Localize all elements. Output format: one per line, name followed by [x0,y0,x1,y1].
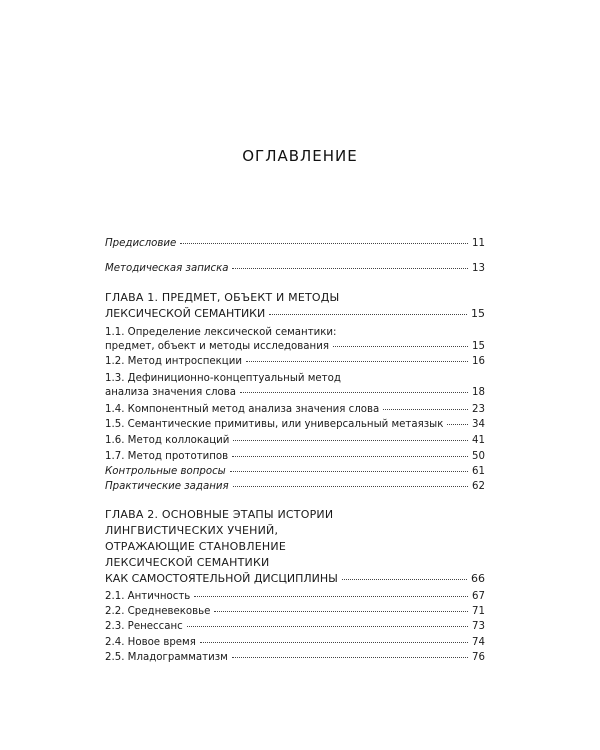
toc-entry-title: 1.4. Компонентный метод анализа значения слова [105,404,380,415]
toc-entry-page: 71 [472,606,485,617]
toc-entry-1-3-line[interactable]: 1.3. Дефиниционно-концептуальный метод [105,373,341,384]
toc-entry-title: 2.3. Ренессанс [105,621,183,632]
toc-entry-page: 41 [472,435,485,446]
dot-leader [240,392,468,393]
toc-entry-title: 2.4. Новое время [105,637,196,648]
dot-leader [232,657,468,658]
toc-entry-1-5[interactable] [105,418,485,431]
toc-entry-practical-tasks[interactable] [105,480,485,493]
toc-entry-page: 23 [472,404,485,415]
dot-leader [447,424,468,425]
toc-entry-2-4[interactable] [105,636,485,649]
toc-entry-page: 11 [472,238,485,249]
toc-entry-title: 2.5. Младограмматизм [105,652,228,663]
toc-entry-1-3[interactable] [105,386,485,399]
toc-entry-page: 74 [472,637,485,648]
toc-entry-title: Предисловие [105,238,177,249]
dot-leader [383,409,468,410]
chapter-2-title-line[interactable]: ЛЕКСИЧЕСКОЙ СЕМАНТИКИ [105,556,270,569]
chapter-2-title-line[interactable]: ЛИНГВИСТИЧЕСКИХ УЧЕНИЙ, [105,524,279,537]
dot-leader [180,243,468,244]
toc-entry-title: КАК САМОСТОЯТЕЛЬНОЙ ДИСЦИПЛИНЫ [105,572,338,585]
toc-entry-page: 15 [471,307,485,320]
toc-entry-title: Контрольные вопросы [105,466,226,477]
dot-leader [200,642,468,643]
dot-leader [233,440,468,441]
toc-entry-title: 2.2. Средневековье [105,606,211,617]
dot-leader [194,596,468,597]
toc-entry-title: 1.2. Метод интроспекции [105,356,242,367]
toc-entry-2-5[interactable] [105,651,485,664]
toc-entry-page: 50 [472,451,485,462]
toc-entry-page: 13 [472,263,485,274]
toc-entry-title: предмет, объект и методы исследования [105,341,329,352]
dot-leader [187,626,468,627]
toc-entry-title: 2.1. Античность [105,591,191,602]
chapter-1-title[interactable] [105,307,485,320]
chapter-2-title-line[interactable]: ГЛАВА 2. ОСНОВНЫЕ ЭТАПЫ ИСТОРИИ [105,508,334,521]
toc-entry-title: ЛЕКСИЧЕСКОЙ СЕМАНТИКИ [105,307,266,320]
toc-entry-1-6[interactable] [105,434,485,447]
toc-entry-2-1[interactable] [105,590,485,603]
toc-entry-page: 61 [472,466,485,477]
chapter-2-title-line[interactable]: ОТРАЖАЮЩИЕ СТАНОВЛЕНИЕ [105,540,286,553]
dot-leader [333,346,468,347]
toc-entry-page: 16 [472,356,485,367]
toc-entry-page: 62 [472,481,485,492]
toc-entry-page: 15 [472,341,485,352]
page-title: ОГЛАВЛЕНИЕ [242,147,358,165]
toc-entry-2-2[interactable] [105,605,485,618]
toc-entry-title: 1.5. Семантические примитивы, или универсальный метаязык [105,419,444,430]
toc-entry-1-1-line[interactable]: 1.1. Определение лексической семантики: [105,327,337,338]
toc-entry-methodical-note[interactable] [105,262,485,275]
toc-entry-title: 1.6. Метод коллокаций [105,435,230,446]
toc-entry-page: 34 [472,419,485,430]
toc-entry-1-4[interactable] [105,403,485,416]
dot-leader [233,486,468,487]
dot-leader [342,579,467,580]
toc-entry-page: 67 [472,591,485,602]
toc-entry-review-questions[interactable] [105,465,485,478]
dot-leader [246,361,468,362]
toc-entry-page: 73 [472,621,485,632]
toc-entry-2-3[interactable] [105,620,485,633]
toc-entry-1-7[interactable] [105,450,485,463]
dot-leader [230,471,468,472]
dot-leader [269,314,467,315]
toc-entry-1-1[interactable] [105,340,485,353]
toc-entry-title: анализа значения слова [105,387,237,398]
toc-entry-title: Практические задания [105,481,229,492]
chapter-2-title[interactable] [105,572,485,585]
dot-leader [232,456,468,457]
toc-entry-page: 76 [472,652,485,663]
toc-entry-title: Методическая записка [105,263,229,274]
chapter-1-title-line[interactable]: ГЛАВА 1. ПРЕДМЕТ, ОБЪЕКТ И МЕТОДЫ [105,291,340,304]
dot-leader [232,268,468,269]
toc-entry-preface[interactable] [105,237,485,250]
dot-leader [214,611,468,612]
toc-entry-page: 18 [472,387,485,398]
toc-entry-page: 66 [471,572,485,585]
toc-entry-1-2[interactable] [105,355,485,368]
toc-entry-title: 1.7. Метод прототипов [105,451,229,462]
